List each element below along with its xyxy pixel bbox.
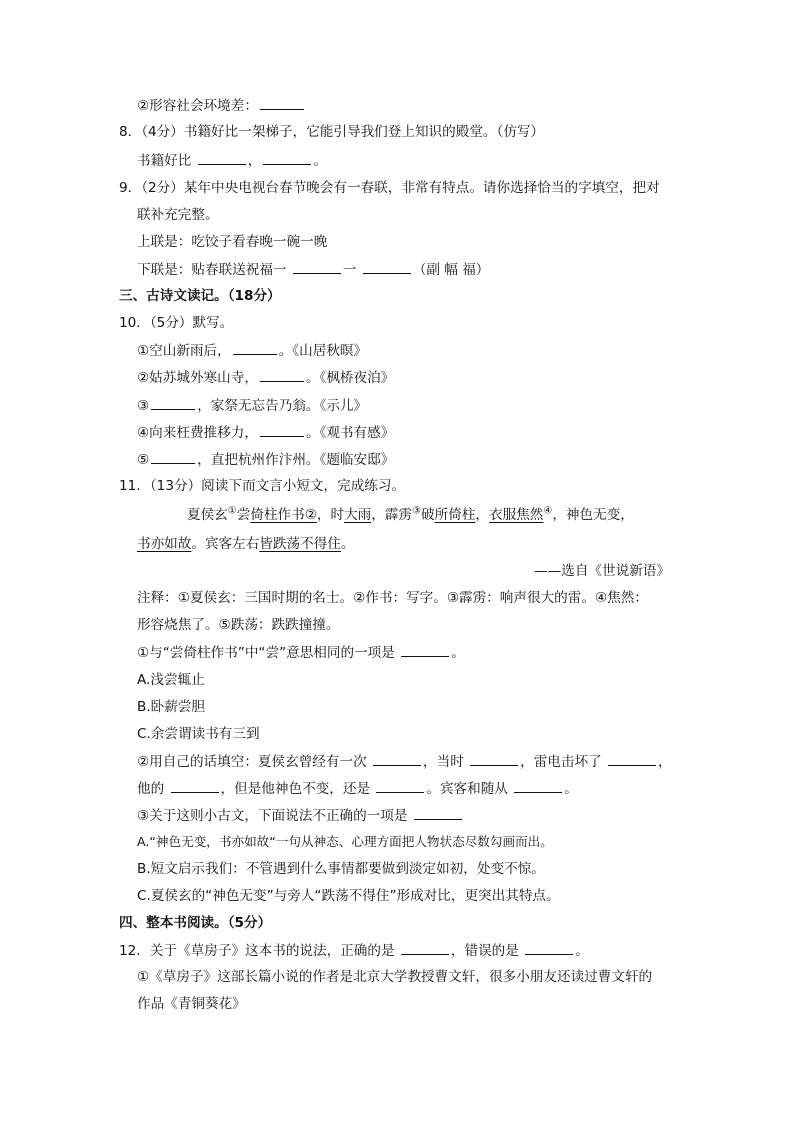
couplet-upper: 上联是：吃饺子看春晚一碗一晚 — [137, 234, 328, 250]
statement-1-line-1: ①《草房子》这部长篇小说的作者是北京大学教授曹文轩，很多小朋友还读过曹文轩的 — [137, 969, 653, 985]
question-9-prompt: 9．（2分）某年中央电视台春节晚会有一春联，非常有特点。请你选择恰当的字填空，把对 — [119, 180, 660, 196]
classical-passage-line-2: 书亦如故。宾客左右皆跌荡不得住。 — [137, 536, 355, 552]
question-10-prompt: 10．（5分）默写。 — [119, 315, 234, 331]
recite-item-4: ④向来枉费推移力， 。《观书有感》 — [137, 425, 395, 441]
q7-item-2: ②形容社会环境差： — [137, 96, 306, 115]
recite-item-5: ⑤ ，直把杭州作汴州。《题临安邸》 — [137, 452, 395, 468]
answer-blank[interactable] — [260, 96, 304, 110]
passage-source: ——选自《世说新语》 — [534, 563, 670, 579]
answer-blank[interactable] — [260, 368, 304, 382]
answer-blank[interactable] — [470, 752, 518, 766]
answer-blank[interactable] — [514, 779, 562, 793]
question-9-prompt-cont: 联补充完整。 — [137, 207, 219, 223]
sub-question-2-line-2: 他的 ，但是他神色不变，还是 。宾客和随从 。 — [137, 781, 578, 797]
option-c[interactable]: C.夏侯玄的“神色无变”与旁人“跌荡不得住”形成对比，更突出其特点。 — [137, 888, 560, 904]
statement-1-line-2: 作品《青铜葵花》 — [137, 996, 246, 1012]
sub-question-2-line-1: ②用自己的话填空：夏侯玄曾经有一次 ，当时 ，雷电击坏了 ， — [137, 754, 672, 770]
answer-blank[interactable] — [414, 806, 462, 820]
answer-blank[interactable] — [525, 941, 573, 955]
annotations-line-1: 注释：①夏侯玄：三国时期的名士。②作书：写字。③霹雳：响声很大的雷。④焦然： — [137, 590, 648, 606]
footnote-marker: ③ — [412, 505, 422, 517]
answer-blank[interactable] — [151, 450, 195, 464]
footnote-marker: ④ — [543, 505, 553, 517]
footnote-marker: ① — [227, 505, 237, 517]
question-8-answer-line: 书籍好比 ， 。 — [137, 153, 327, 169]
question-12-prompt: 12．关于《草房子》这本书的说法，正确的是 ，错误的是 。 — [119, 943, 589, 959]
sub-question-3: ③关于这则小古文，下面说法不正确的一项是 — [137, 806, 464, 825]
sub-question-1: ①与“尝倚柱作书”中“尝”意思相同的一项是 。 — [137, 645, 465, 661]
answer-blank[interactable] — [151, 396, 195, 410]
question-11-prompt: 11．（13分）阅读下而文言小短文，完成练习。 — [119, 478, 406, 494]
answer-blank[interactable] — [363, 260, 411, 274]
option-c[interactable]: C.余尝谓读书有三到 — [137, 726, 260, 742]
option-a[interactable]: A.“神色无变，书亦如故“一句从神态、心理方面把人物状态尽数勾画而出。 — [137, 834, 553, 849]
answer-blank[interactable] — [373, 752, 421, 766]
couplet-lower: 下联是：贴春联送祝福一 一 （副 幅 福） — [137, 262, 490, 278]
answer-blank[interactable] — [608, 752, 656, 766]
option-b[interactable]: B.卧薪尝胆 — [137, 699, 206, 715]
annotations-line-2: 形容烧焦了。⑤跌荡：跌跌撞撞。 — [137, 617, 340, 633]
recite-item-2: ②姑苏城外寒山寺， 。《枫桥夜泊》 — [137, 370, 395, 386]
question-8-prompt: 8．（4分）书籍好比一架梯子，它能引导我们登上知识的殿堂。（仿写） — [119, 124, 545, 140]
answer-blank[interactable] — [263, 151, 311, 165]
option-b[interactable]: B.短文启示我们：不管遇到什么事情都要做到淡定如初，处变不惊。 — [137, 861, 545, 877]
answer-blank[interactable] — [401, 941, 449, 955]
answer-blank[interactable] — [198, 151, 246, 165]
answer-blank[interactable] — [233, 341, 277, 355]
classical-passage-line-1: 夏侯玄①尝倚柱作书②，时大雨，霹雳③破所倚柱，衣服焦然④，神色无变， — [187, 505, 634, 523]
section-4-title: 四、整本书阅读。（5分） — [119, 915, 272, 931]
footnote-marker: ② — [304, 507, 317, 523]
answer-blank[interactable] — [293, 260, 341, 274]
recite-item-1: ①空山新雨后， 。《山居秋暝》 — [137, 343, 368, 359]
answer-blank[interactable] — [171, 779, 219, 793]
answer-blank[interactable] — [260, 423, 304, 437]
answer-blank[interactable] — [401, 643, 449, 657]
option-a[interactable]: A.浅尝辄止 — [137, 672, 205, 688]
recite-item-3: ③ ，家祭无忘告乃翁。《示儿》 — [137, 398, 368, 414]
section-3-title: 三、古诗文读记。（18分） — [119, 288, 281, 304]
answer-blank[interactable] — [376, 779, 424, 793]
